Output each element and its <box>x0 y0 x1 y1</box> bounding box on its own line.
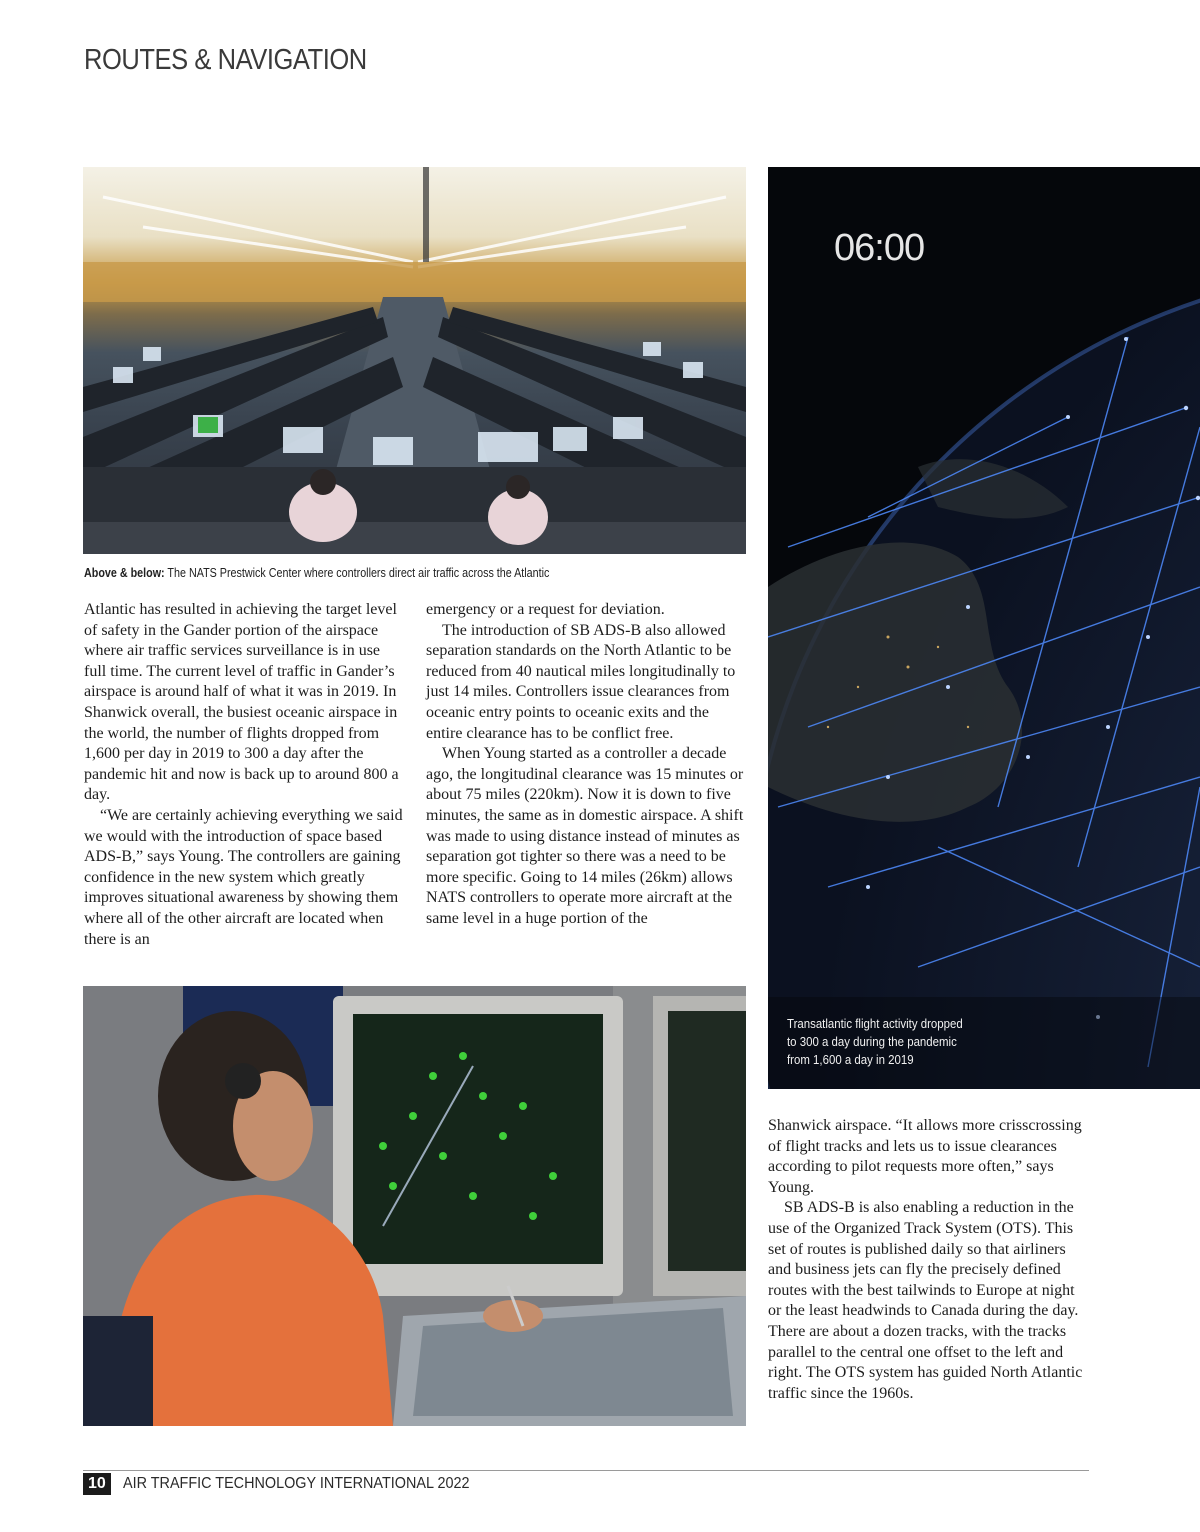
article-column-1 <box>84 600 406 950</box>
paragraph: “We are certainly achieving everything we said we would with the introduction of space based ADS-B,” says Young. The controllers are gaining confidence in the new system which greatly improves situational awareness by showing them where all of the other aircraft are located when there is an <box>84 806 403 948</box>
paragraph: Atlantic has resulted in achieving the target level of safety in the Gander portion of the airspace where air traffic services surveillance is in use full time. The current level of traffic in Gander’s airspace is around half of what it was in 2019. In Shanwick overall, the busiest oceanic airspace in the world, the number of flights dropped from 1,600 per day in 2019 to 300 a day after the pandemic hit and now is back up to around 800 a day. <box>84 601 399 804</box>
caption-text: The NATS Prestwick Center where controllers direct air traffic across the Atlantic <box>164 566 550 580</box>
globe-flight-map-image <box>768 167 1200 1089</box>
control-room-photo <box>83 167 746 554</box>
article-column-2 <box>426 600 748 930</box>
article-column-3 <box>768 1116 1090 1404</box>
caption-lead: Above & below: <box>84 566 165 580</box>
controller-photo <box>83 986 746 1426</box>
globe-caption: Transatlantic flight activity dropped to 300 a day during the pandemic from 1,600 a day in 2019 <box>787 1016 963 1067</box>
publication-name: AIR TRAFFIC TECHNOLOGY INTERNATIONAL 2022 <box>122 1475 470 1492</box>
paragraph: When Young started as a controller a decade ago, the longitudinal clearance was 15 minutes or about 75 miles (220km). Now it is down to five minutes, the same as in domestic airspace. A shift was made to using distance instead of minutes as separation got tighter so there was a need to be more specific. Going to 14 miles (26km) allows NATS controllers to operate more aircraft at the same level in a huge portion of the <box>426 745 744 927</box>
page-number: 10 <box>83 1473 111 1495</box>
section-title: ROUTES & NAVIGATION <box>84 44 367 76</box>
page-footer <box>83 1473 508 1495</box>
photo-caption <box>84 566 549 580</box>
paragraph: Shanwick airspace. “It allows more crisscrossing of flight tracks and lets us to issue clearances according to pilot requests more often,” says Young. <box>768 1117 1082 1196</box>
paragraph: SB ADS-B is also enabling a reduction in the use of the Organized Track System (OTS). This set of routes is published daily so that airliners and business jets can fly the precisely defined routes with the best tailwinds to Europe at night or the least headwinds to Canada during the day. There are about a dozen tracks, with the tracks parallel to the central one offset to the left and right. The OTS system has guided North Atlantic traffic since the 1960s. <box>768 1199 1083 1402</box>
footer-divider <box>83 1470 1089 1471</box>
paragraph: emergency or a request for deviation. <box>426 601 665 618</box>
globe-time-label: 06:00 <box>834 227 925 269</box>
paragraph: The introduction of SB ADS-B also allowed separation standards on the North Atlantic to be reduced from 40 nautical miles longitudinally to just 14 miles. Controllers issue clearances from oceanic entry points to oceanic exits and the entire clearance has to be conflict free. <box>426 621 736 742</box>
